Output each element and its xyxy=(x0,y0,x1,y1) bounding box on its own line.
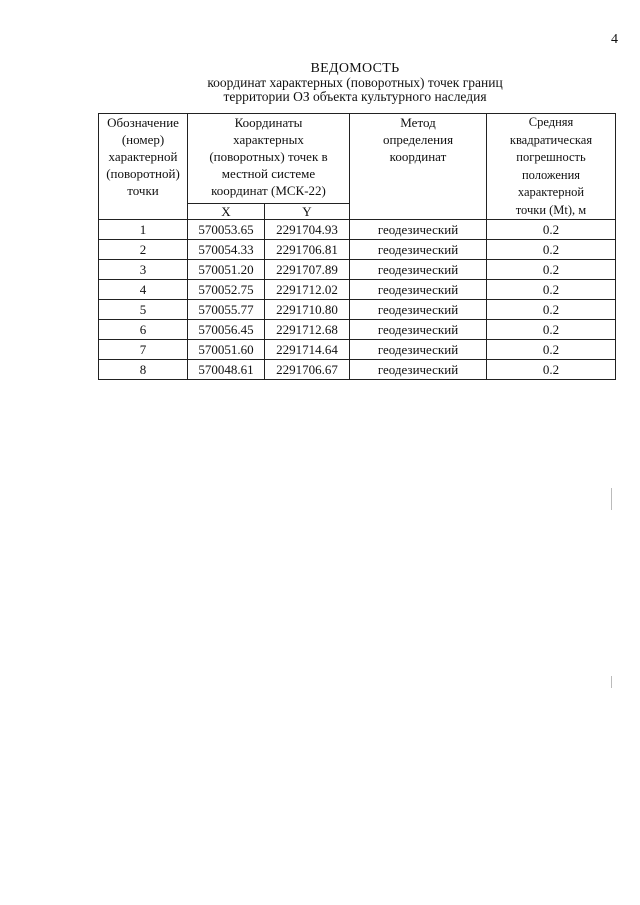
cell-method: геодезический xyxy=(350,300,487,320)
header-point-line: (поворотной) xyxy=(106,166,180,181)
scan-artifact xyxy=(611,488,612,510)
title-line-2: территории ОЗ объекта культурного наследия xyxy=(223,89,487,104)
cell-point-number: 6 xyxy=(99,320,188,340)
header-method-line: определения xyxy=(382,132,454,147)
cell-point-number: 2 xyxy=(99,240,188,260)
cell-x: 570051.20 xyxy=(188,260,265,280)
cell-error: 0.2 xyxy=(487,300,616,320)
header-error-line: Средняя xyxy=(528,115,574,129)
header-error-line: точки (Mt), м xyxy=(515,202,587,217)
cell-method: геодезический xyxy=(350,360,487,380)
cell-x: 570053.65 xyxy=(188,220,265,240)
header-point-line: точки xyxy=(127,183,159,198)
header-error-line: погрешность xyxy=(516,150,586,164)
coordinates-table xyxy=(98,113,616,380)
cell-method: геодезический xyxy=(350,220,487,240)
table-row xyxy=(99,320,616,340)
header-point-line: (номер) xyxy=(121,132,165,147)
cell-method: геодезический xyxy=(350,280,487,300)
header-error-line: квадратическая xyxy=(509,132,593,147)
cell-error: 0.2 xyxy=(487,360,616,380)
cell-y: 2291714.64 xyxy=(265,340,350,360)
table-row xyxy=(99,280,616,300)
cell-point-number: 4 xyxy=(99,280,188,300)
header-error xyxy=(487,114,616,220)
cell-error: 0.2 xyxy=(487,280,616,300)
header-coords-line: характерных xyxy=(233,132,304,147)
header-point-line: Обозначение xyxy=(107,115,179,130)
table-row xyxy=(99,340,616,360)
cell-error: 0.2 xyxy=(487,240,616,260)
header-coords-line: координат (МСК-22) xyxy=(211,183,326,198)
cell-x: 570048.61 xyxy=(188,360,265,380)
header-error-line: положения xyxy=(521,167,581,182)
cell-error: 0.2 xyxy=(487,340,616,360)
title-line-1: координат характерных (поворотных) точек границ xyxy=(207,75,503,90)
cell-point-number: 5 xyxy=(99,300,188,320)
cell-y: 2291706.67 xyxy=(265,360,350,380)
header-coordinates xyxy=(188,114,350,204)
cell-method: геодезический xyxy=(350,260,487,280)
cell-x: 570054.33 xyxy=(188,240,265,260)
cell-method: геодезический xyxy=(350,340,487,360)
cell-error: 0.2 xyxy=(487,260,616,280)
table-row xyxy=(99,220,616,240)
header-x: X xyxy=(188,204,265,220)
header-point xyxy=(99,114,188,220)
page-number: 4 xyxy=(611,32,618,47)
cell-point-number: 1 xyxy=(99,220,188,240)
cell-point-number: 7 xyxy=(99,340,188,360)
header-coords-line: (поворотных) точек в xyxy=(209,149,328,164)
cell-y: 2291707.89 xyxy=(265,260,350,280)
cell-method: геодезический xyxy=(350,320,487,340)
scan-artifact xyxy=(611,676,612,688)
cell-x: 570051.60 xyxy=(188,340,265,360)
header-method-line: координат xyxy=(389,149,447,164)
header-method xyxy=(350,114,487,220)
header-point-line: характерной xyxy=(108,149,178,164)
table-row xyxy=(99,260,616,280)
table-row xyxy=(99,240,616,260)
cell-x: 570056.45 xyxy=(188,320,265,340)
cell-error: 0.2 xyxy=(487,220,616,240)
header-coords-line: Координаты xyxy=(234,115,303,130)
cell-point-number: 3 xyxy=(99,260,188,280)
cell-y: 2291706.81 xyxy=(265,240,350,260)
cell-point-number: 8 xyxy=(99,360,188,380)
cell-y: 2291710.80 xyxy=(265,300,350,320)
cell-method: геодезический xyxy=(350,240,487,260)
header-coords-line: местной системе xyxy=(221,166,316,181)
cell-y: 2291704.93 xyxy=(265,220,350,240)
cell-y: 2291712.68 xyxy=(265,320,350,340)
document-title xyxy=(120,62,590,104)
title-main: ВЕДОМОСТЬ xyxy=(310,61,400,76)
cell-x: 570055.77 xyxy=(188,300,265,320)
table-row xyxy=(99,300,616,320)
cell-y: 2291712.02 xyxy=(265,280,350,300)
table-row xyxy=(99,360,616,380)
cell-x: 570052.75 xyxy=(188,280,265,300)
header-error-line: характерной xyxy=(517,185,585,199)
cell-error: 0.2 xyxy=(487,320,616,340)
header-y: Y xyxy=(265,204,350,220)
header-method-line: Метод xyxy=(400,115,436,130)
